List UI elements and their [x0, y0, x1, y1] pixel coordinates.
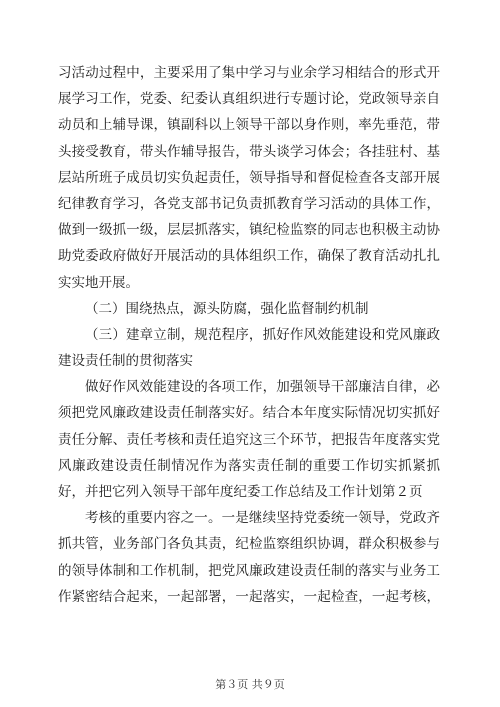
- text-line: 责任分解、责任考核和责任追究这三个环节，把报告年度落实党: [58, 431, 440, 448]
- page-footer: 第３页 共９页: [215, 678, 285, 691]
- text-line: 做到一级抓一级，层层抓落实，镇纪检监察的同志也积极主动协: [58, 222, 440, 239]
- section-heading: （二）围绕热点，源头防腐，强化监督制约机制: [85, 300, 369, 317]
- text-line: 考核的重要内容之一。一是继续坚持党委统一领导，党政齐: [85, 510, 440, 527]
- body-text: [58, 60, 440, 610]
- text-line: 的领导体制和工作机制，把党风廉政建设责任制的落实与业务工: [58, 562, 440, 579]
- text-line: 须把党风廉政建设责任制落实好。结合本年度实际情况切实抓好: [58, 405, 440, 422]
- text-line: 实实地开展。: [58, 274, 139, 291]
- text-line: 作紧密结合起来，一起部署，一起落实，一起检查，一起考核，: [58, 588, 440, 605]
- text-line: 头接受教育，带头作辅导报告，带头谈学习体会；各挂驻村、基: [58, 143, 440, 160]
- text-line: 动员和上辅导课，镇副科以上领导干部以身作则，率先垂范，带: [58, 117, 440, 134]
- text-line: 抓共管，业务部门各负其责，纪检监察组织协调，群众积极参与: [58, 536, 440, 553]
- text-line: 风廉政建设责任制情况作为落实责任制的重要工作切实抓紧抓: [58, 457, 440, 474]
- text-line: 展学习工作，党委、纪委认真组织进行专题讨论，党政领导亲自: [58, 91, 440, 108]
- text-line: 习活动过程中，主要采用了集中学习与业余学习相结合的形式开: [58, 65, 440, 81]
- section-heading: 建设责任制的贯彻落实: [58, 353, 193, 370]
- text-line: 好，并把它列入领导干部年度纪委工作总结及工作计划第２页: [58, 484, 423, 500]
- text-line: 助党委政府做好开展活动的具体组织工作，确保了教育活动扎扎: [58, 248, 440, 265]
- text-line: 做好作风效能建设的各项工作，加强领导干部廉洁自律，必: [85, 379, 440, 396]
- section-heading: （三）建章立制，规范程序，抓好作风效能建设和党风廉政: [85, 326, 440, 343]
- text-line: 纪律教育学习，各党支部书记负责抓教育学习活动的具体工作，: [58, 195, 440, 212]
- text-line: 层站所班子成员切实负起责任，领导指导和督促检查各支部开展: [58, 169, 440, 186]
